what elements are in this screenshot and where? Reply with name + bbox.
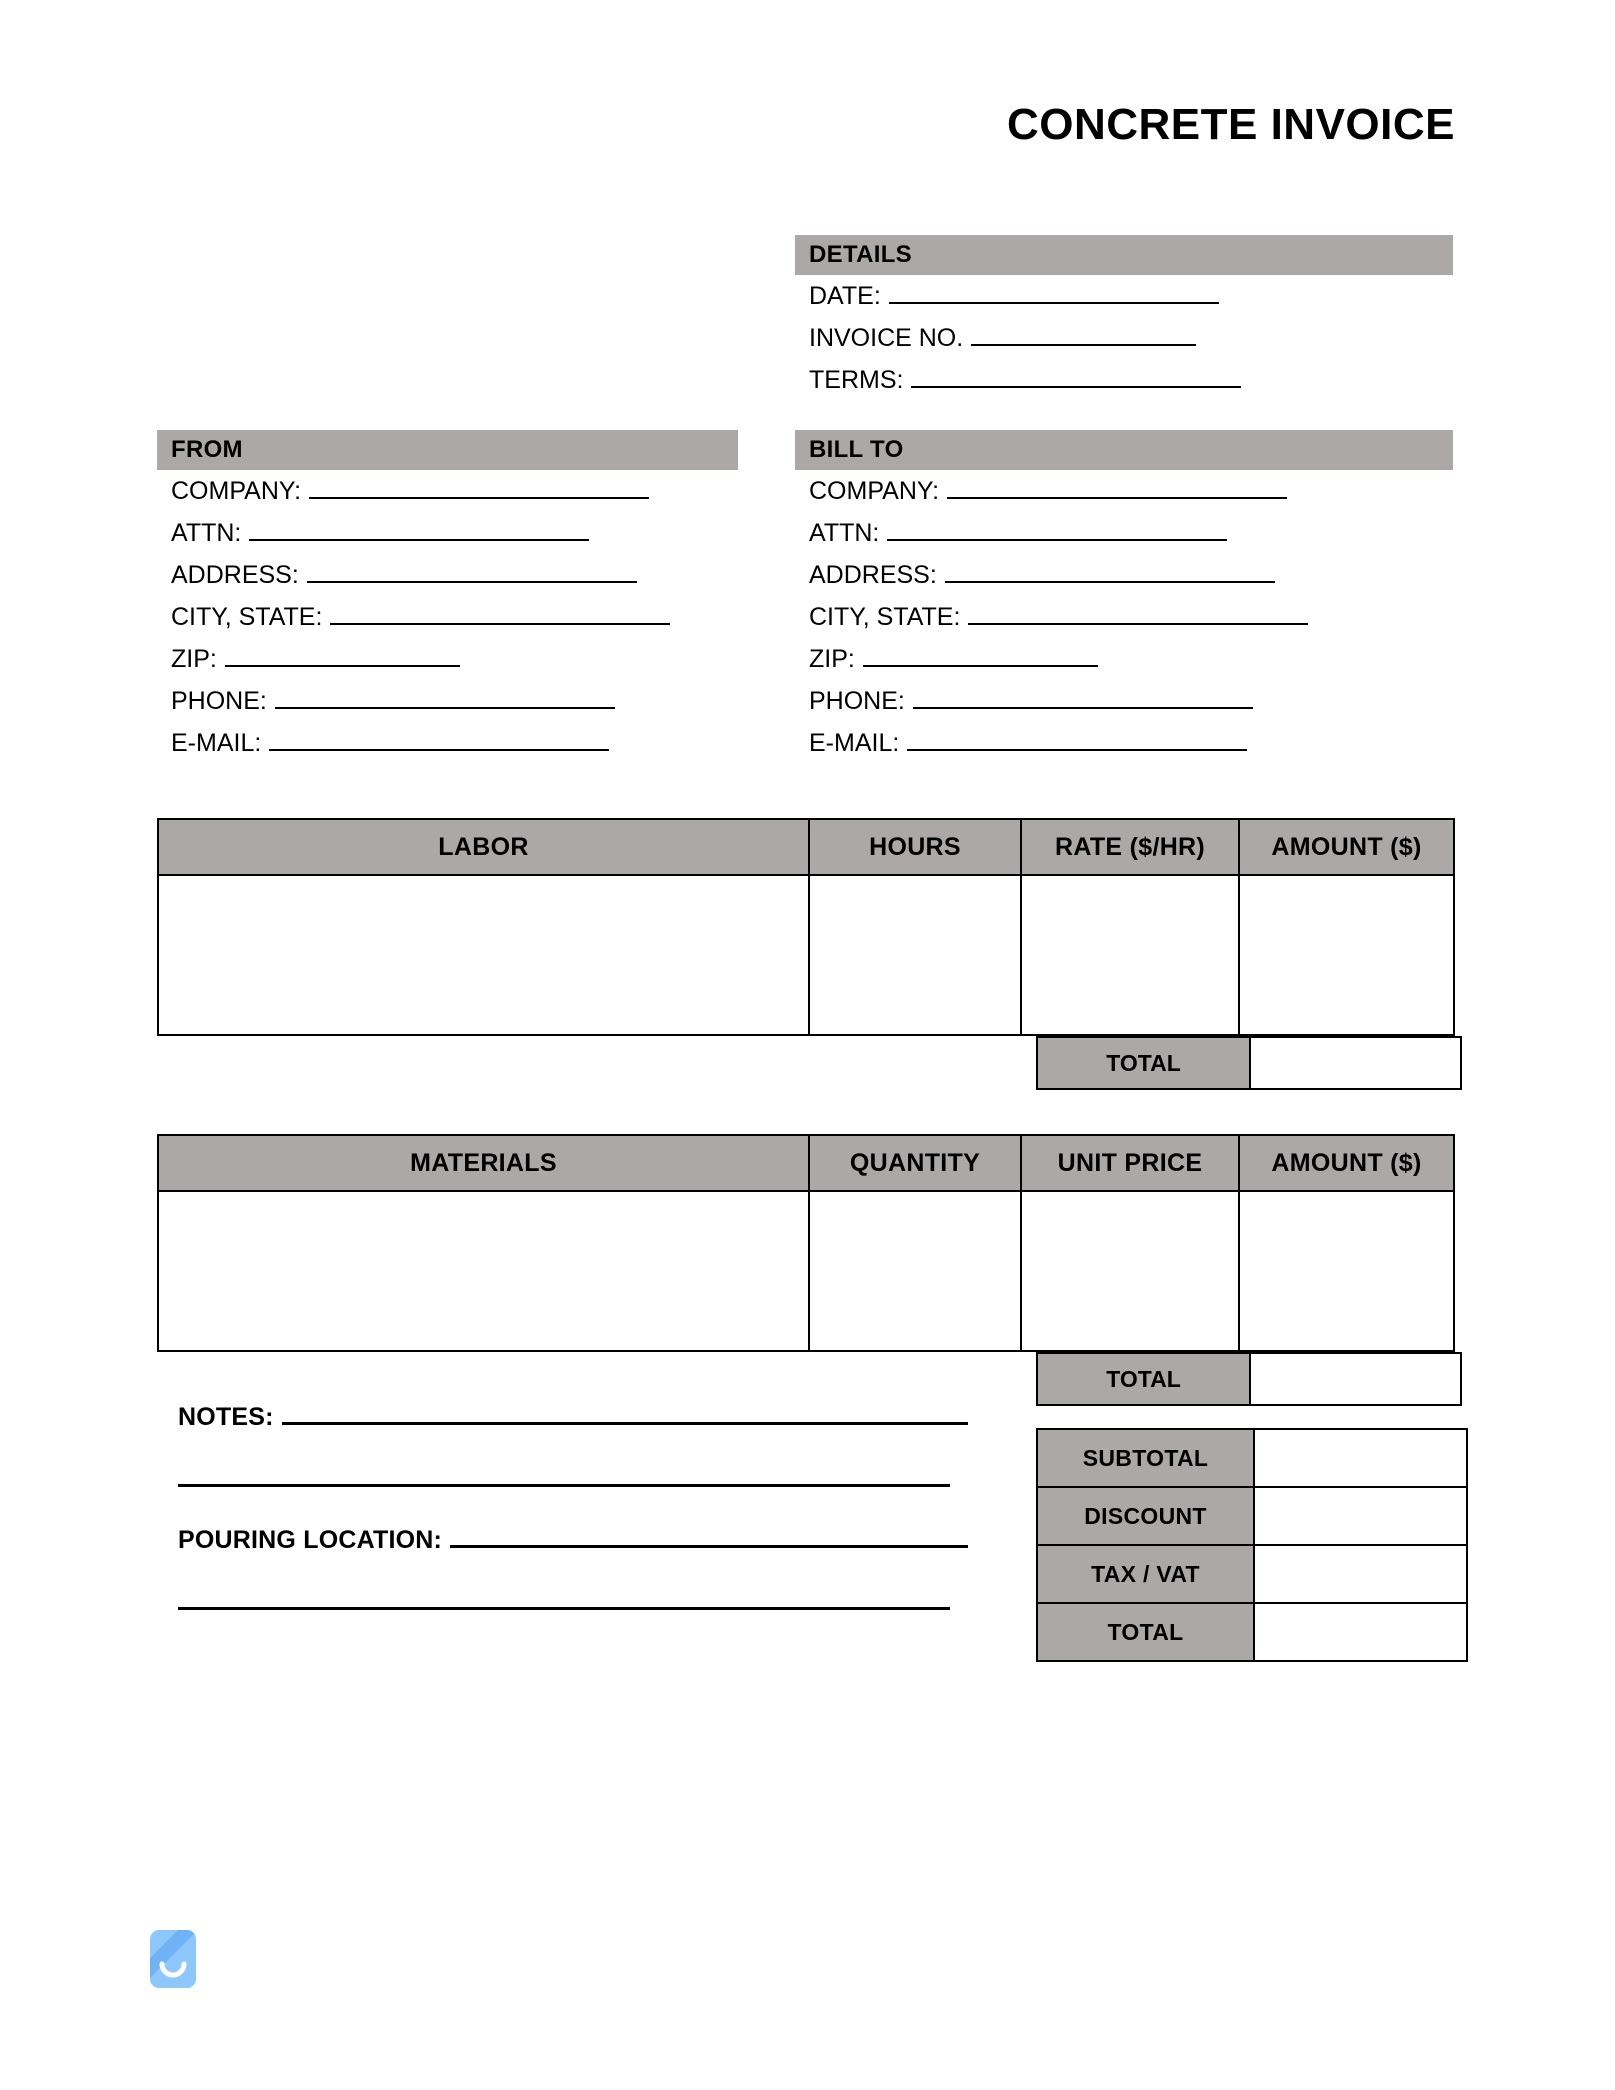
billto-input-phone[interactable] xyxy=(913,685,1253,709)
materials-col-amount: AMOUNT ($) xyxy=(1239,1135,1454,1191)
billto-field-email xyxy=(795,727,1308,769)
field-label-terms: TERMS: xyxy=(809,366,904,394)
labor-cell-hours[interactable] xyxy=(809,875,1021,1035)
summary-label-tax-vat: TAX / VAT xyxy=(1037,1545,1254,1603)
labor-col-rate: RATE ($/HR) xyxy=(1021,819,1239,875)
materials-col-quantity: QUANTITY xyxy=(809,1135,1021,1191)
materials-cell-amount[interactable] xyxy=(1239,1191,1454,1351)
bill-to-heading: BILL TO xyxy=(809,436,904,463)
from-heading: FROM xyxy=(171,436,243,463)
materials-cell-quantity[interactable] xyxy=(809,1191,1021,1351)
labor-table-entry-row xyxy=(158,875,1454,1035)
billto-field-company xyxy=(795,475,1308,517)
notes-input[interactable] xyxy=(282,1398,968,1425)
from-fields xyxy=(157,475,670,769)
from-label-company: COMPANY: xyxy=(171,477,302,505)
summary-row-total xyxy=(1037,1603,1467,1661)
summary-value-tax-vat[interactable] xyxy=(1254,1545,1467,1603)
billto-label-attn: ATTN: xyxy=(809,519,880,547)
from-input-email[interactable] xyxy=(269,727,609,751)
labor-total-row xyxy=(1036,1036,1462,1090)
from-input-attn[interactable] xyxy=(249,517,589,541)
from-label-phone: PHONE: xyxy=(171,687,267,715)
billto-label-city-state: CITY, STATE: xyxy=(809,603,961,631)
details-heading: DETAILS xyxy=(809,241,912,268)
from-input-city-state[interactable] xyxy=(330,601,670,625)
pouring-location-row xyxy=(178,1521,968,1555)
labor-cell-description[interactable] xyxy=(158,875,809,1035)
from-field-city-state xyxy=(157,601,670,643)
billto-field-zip xyxy=(795,643,1308,685)
from-input-phone[interactable] xyxy=(275,685,615,709)
from-section-header xyxy=(157,430,738,470)
summary-row-tax-vat xyxy=(1037,1545,1467,1603)
field-terms xyxy=(795,364,1241,406)
billto-input-email[interactable] xyxy=(907,727,1247,751)
summary-label-total: TOTAL xyxy=(1037,1603,1254,1661)
materials-total-row xyxy=(1036,1352,1462,1406)
billto-field-city-state xyxy=(795,601,1308,643)
summary-value-total[interactable] xyxy=(1254,1603,1467,1661)
field-date xyxy=(795,280,1241,322)
notes-block xyxy=(178,1398,968,1610)
billto-label-address: ADDRESS: xyxy=(809,561,937,589)
from-label-email: E-MAIL: xyxy=(171,729,262,757)
materials-total-value[interactable] xyxy=(1251,1352,1462,1406)
billto-label-company: COMPANY: xyxy=(809,477,940,505)
billto-input-company[interactable] xyxy=(947,475,1287,499)
summary-row-discount xyxy=(1037,1487,1467,1545)
field-label-date: DATE: xyxy=(809,282,881,310)
from-field-address xyxy=(157,559,670,601)
billto-field-address xyxy=(795,559,1308,601)
from-input-address[interactable] xyxy=(307,559,637,583)
labor-col-hours: HOURS xyxy=(809,819,1021,875)
labor-cell-amount[interactable] xyxy=(1239,875,1454,1035)
summary-label-subtotal: SUBTOTAL xyxy=(1037,1429,1254,1487)
billto-input-attn[interactable] xyxy=(887,517,1227,541)
billto-label-email: E-MAIL: xyxy=(809,729,900,757)
from-input-zip[interactable] xyxy=(225,643,460,667)
billto-input-zip[interactable] xyxy=(863,643,1098,667)
materials-table xyxy=(157,1134,1455,1352)
field-input-invoice-no[interactable] xyxy=(971,322,1196,346)
field-input-terms[interactable] xyxy=(911,364,1241,388)
materials-table-entry-row xyxy=(158,1191,1454,1351)
from-field-company xyxy=(157,475,670,517)
from-field-email xyxy=(157,727,670,769)
summary-value-subtotal[interactable] xyxy=(1254,1429,1467,1487)
billto-label-zip: ZIP: xyxy=(809,645,855,673)
bill-to-fields xyxy=(795,475,1308,769)
bill-to-section-header xyxy=(795,430,1453,470)
summary-table xyxy=(1036,1428,1468,1662)
details-fields xyxy=(795,280,1241,406)
from-field-attn xyxy=(157,517,670,559)
from-label-address: ADDRESS: xyxy=(171,561,299,589)
from-input-company[interactable] xyxy=(309,475,649,499)
pouring-location-label: POURING LOCATION: xyxy=(178,1526,443,1554)
labor-table xyxy=(157,818,1455,1036)
field-invoice-no xyxy=(795,322,1241,364)
materials-total-label: TOTAL xyxy=(1036,1352,1251,1406)
materials-cell-unit-price[interactable] xyxy=(1021,1191,1239,1351)
from-field-zip xyxy=(157,643,670,685)
summary-value-discount[interactable] xyxy=(1254,1487,1467,1545)
labor-table-header-row xyxy=(158,819,1454,875)
field-input-date[interactable] xyxy=(889,280,1219,304)
billto-label-phone: PHONE: xyxy=(809,687,905,715)
from-label-attn: ATTN: xyxy=(171,519,242,547)
labor-cell-rate[interactable] xyxy=(1021,875,1239,1035)
pouring-location-input-continuation[interactable] xyxy=(178,1583,950,1610)
details-section-header xyxy=(795,235,1453,275)
from-label-city-state: CITY, STATE: xyxy=(171,603,323,631)
summary-row-subtotal xyxy=(1037,1429,1467,1487)
billto-input-address[interactable] xyxy=(945,559,1275,583)
from-label-zip: ZIP: xyxy=(171,645,217,673)
document-smile-icon xyxy=(148,1928,198,1990)
billto-field-phone xyxy=(795,685,1308,727)
billto-field-attn xyxy=(795,517,1308,559)
labor-total-label: TOTAL xyxy=(1036,1036,1251,1090)
notes-row xyxy=(178,1398,968,1432)
labor-total-value[interactable] xyxy=(1251,1036,1462,1090)
materials-cell-description[interactable] xyxy=(158,1191,809,1351)
pouring-location-input[interactable] xyxy=(450,1521,968,1548)
labor-col-description: LABOR xyxy=(158,819,809,875)
notes-input-continuation[interactable] xyxy=(178,1460,950,1487)
notes-label: NOTES: xyxy=(178,1403,274,1431)
labor-col-amount: AMOUNT ($) xyxy=(1239,819,1454,875)
field-label-invoice-no: INVOICE NO. xyxy=(809,324,964,352)
from-field-phone xyxy=(157,685,670,727)
summary-label-discount: DISCOUNT xyxy=(1037,1487,1254,1545)
materials-table-header-row xyxy=(158,1135,1454,1191)
materials-col-description: MATERIALS xyxy=(158,1135,809,1191)
materials-col-unit-price: UNIT PRICE xyxy=(1021,1135,1239,1191)
page-title: CONCRETE INVOICE xyxy=(1006,100,1455,149)
billto-input-city-state[interactable] xyxy=(968,601,1308,625)
